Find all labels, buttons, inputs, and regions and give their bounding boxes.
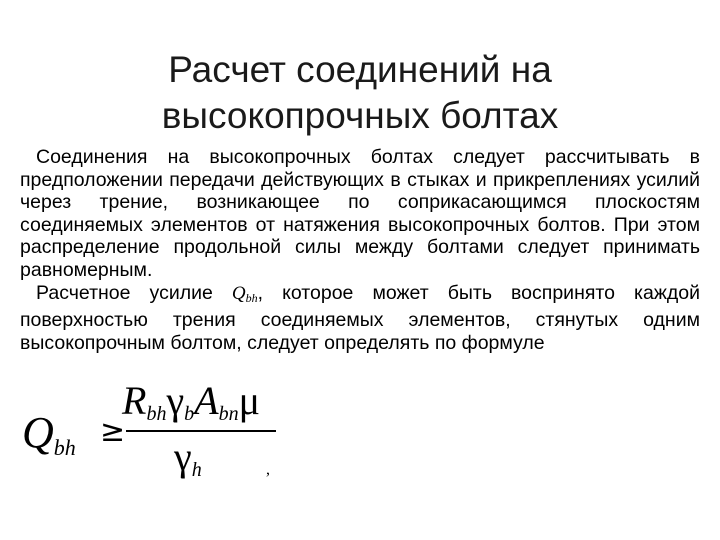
paragraph-2-before: Расчетное усилие (36, 281, 213, 304)
formula (22, 378, 322, 498)
paragraph-2 (20, 282, 700, 355)
formula-lhs: $Q_{bh}$ (22, 408, 76, 460)
fraction-bar (126, 430, 276, 432)
formula-numerator: $R_{bh}\gamma_bA_{bn}\mu$ (122, 378, 261, 425)
paragraph-1 (20, 146, 700, 282)
title-line-1: Расчет соединений на (168, 48, 552, 90)
paragraph-1-text: Соединения на высокопрочных болтах следует рассчитывать в предположении передачи действующих в стыках и прикреплениях усилий через трение, возникающее по соприкасающимся плоскостям соединяемых элементов от натяжения высокопрочных болтов. При этом распределение продольной силы между болтами следует принимать равномерным. (20, 146, 700, 281)
body-text (20, 146, 700, 354)
slide-title (0, 47, 720, 139)
formula-comma: , (266, 461, 270, 478)
formula-denominator: $\gamma_h$ (174, 434, 202, 481)
paragraph-2-after: , которое может быть воспринято каждой поверхностью трения соединяемых элементов, стянутых одним высокопрочным болтом, следует определять по формуле (20, 281, 700, 354)
force-symbol: $Q_{bh}$ (231, 282, 258, 305)
title-line-2: высокопрочных болтах (161, 94, 559, 136)
formula-relation: ≥ (100, 414, 126, 449)
